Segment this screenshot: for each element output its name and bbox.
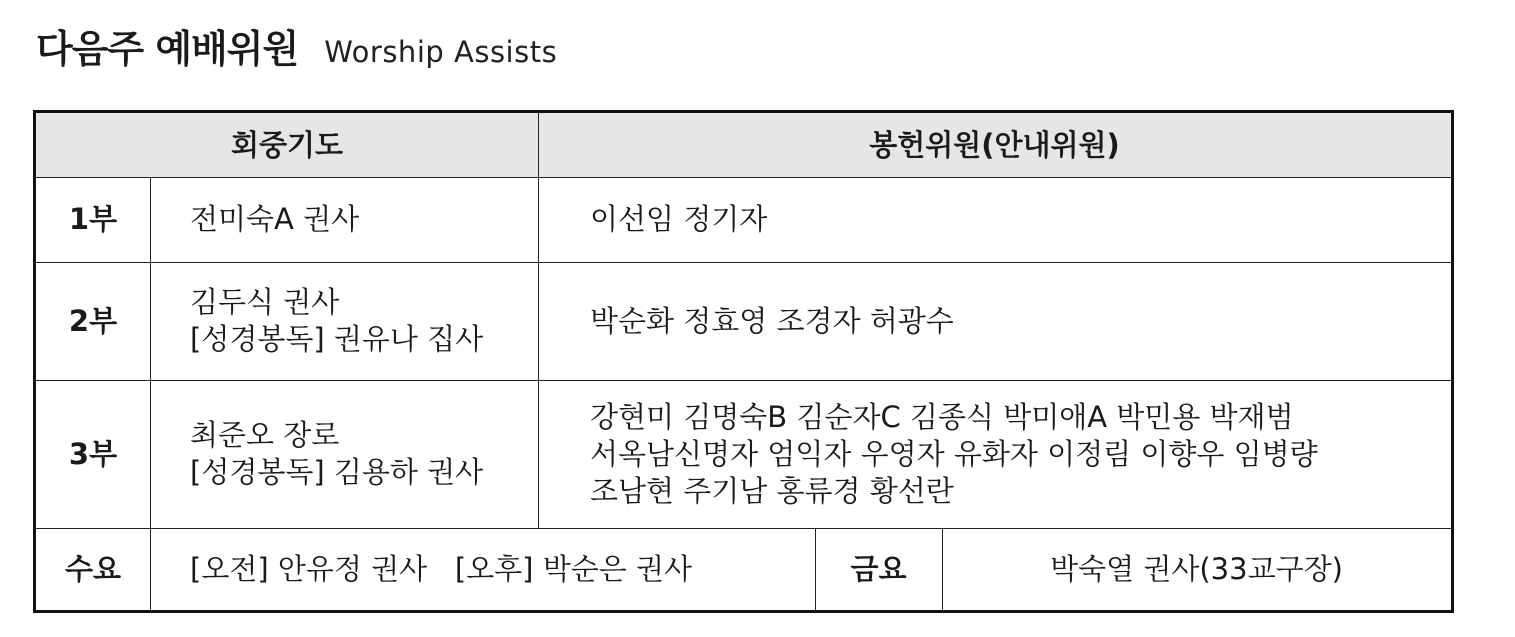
row-1-offering: 이선임 정기자 [590, 202, 768, 236]
row-2-prayer-line: [성경봉독] 권유나 집사 [190, 322, 484, 356]
wed-label: 수요 [64, 551, 122, 586]
row-divider [36, 262, 1451, 263]
header-offering: 봉헌위원(안내위원) [538, 113, 1451, 177]
row-3-offering-line: 강현미 김명숙B 김순자C 김종식 박미애A 박민용 박재범 [590, 399, 1294, 434]
column-divider [538, 113, 539, 528]
row-3-offering-line: 조남현 주기남 홍류경 황선란 [590, 473, 954, 508]
fri-label: 금요 [850, 551, 907, 586]
row-label-3: 3부 [68, 436, 118, 471]
row-2-offering: 박순화 정효영 조경자 허광수 [590, 303, 954, 338]
row-1-prayer: 전미숙A 권사 [190, 202, 360, 236]
column-divider [815, 528, 816, 610]
header-prayer: 회중기도 [36, 113, 538, 177]
column-divider [150, 177, 151, 610]
row-2-prayer [150, 262, 538, 380]
column-divider [942, 528, 943, 610]
row-divider [36, 380, 1451, 381]
row-3-prayer-line: 최준오 장로 [190, 418, 340, 452]
row-3-prayer [150, 380, 538, 528]
row-label-1: 1부 [68, 202, 118, 236]
row-3-offering-line: 서옥남신명자 엄익자 우영자 유화자 이정림 이향우 임병량 [590, 436, 1318, 471]
row-3-prayer-line: [성경봉독] 김용하 권사 [190, 455, 484, 489]
title-english: Worship Assists [324, 35, 558, 69]
fri-value: 박숙열 권사(33교구장) [1050, 551, 1343, 586]
wed-value: [오전] 안유정 권사 [오후] 박순은 권사 [190, 551, 692, 586]
row-label-2: 2부 [68, 303, 118, 338]
worship-assists-table [33, 110, 1454, 613]
row-3-offering [538, 380, 1451, 528]
row-divider [36, 528, 1451, 529]
page-title [36, 18, 557, 78]
row-divider [36, 177, 1451, 178]
title-korean: 다음주 예배위원 [36, 27, 299, 71]
row-2-prayer-line: 김두식 권사 [190, 285, 340, 319]
